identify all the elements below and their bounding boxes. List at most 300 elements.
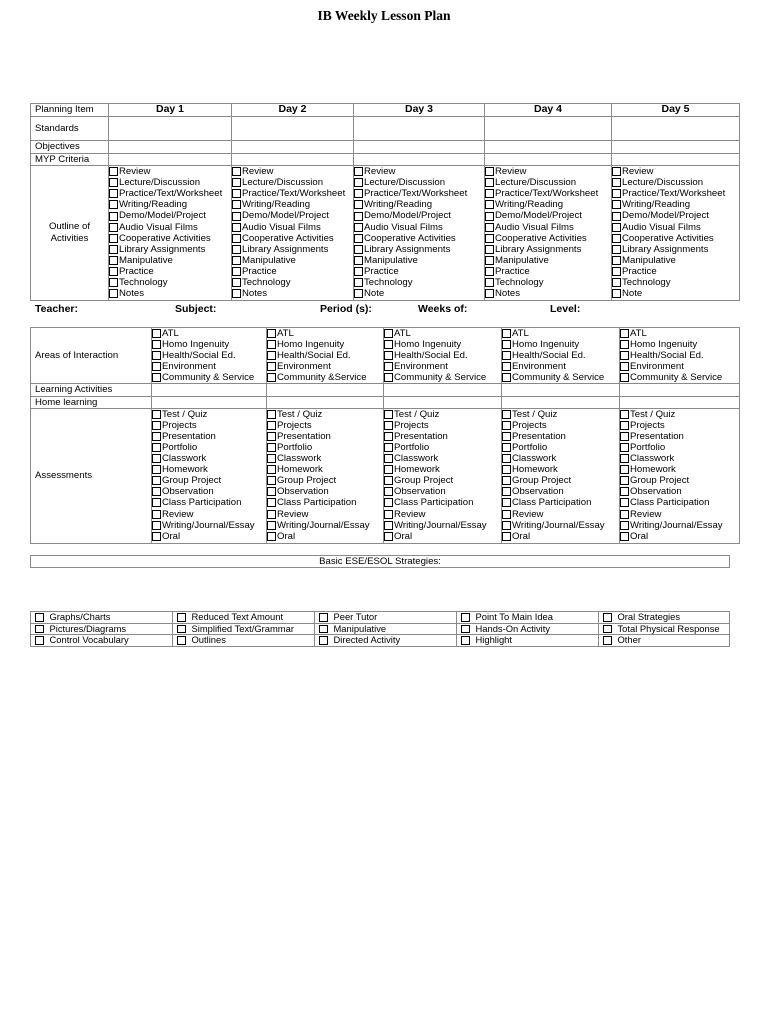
checkbox-option-manipulative[interactable] — [485, 255, 611, 266]
checkbox[interactable] — [620, 443, 629, 452]
checkbox-option-homo-ingenuity[interactable] — [152, 339, 266, 350]
objectives-cell[interactable] — [612, 141, 740, 154]
checkbox-option-classwork[interactable] — [620, 453, 739, 464]
checkbox[interactable] — [354, 178, 363, 187]
checkbox-option-library-assignments[interactable] — [612, 244, 739, 255]
checkbox-option-group-project[interactable] — [152, 475, 266, 486]
checkbox[interactable] — [384, 373, 393, 382]
checkbox-option-manipulative[interactable] — [354, 255, 484, 266]
checkbox-option-environment[interactable] — [384, 361, 501, 372]
checkbox[interactable] — [354, 189, 363, 198]
checkbox[interactable] — [109, 200, 118, 209]
checkbox[interactable] — [620, 465, 629, 474]
strategy-option-manipulative[interactable] — [315, 623, 457, 635]
checkbox-option-review[interactable] — [232, 166, 353, 177]
checkbox[interactable] — [612, 267, 621, 276]
checkbox-option-review[interactable] — [152, 509, 266, 520]
checkbox[interactable] — [319, 613, 328, 622]
checkbox-option-notes[interactable] — [232, 288, 353, 299]
checkbox-option-oral[interactable] — [502, 531, 619, 542]
checkbox[interactable] — [267, 532, 276, 541]
checkbox-option-classwork[interactable] — [152, 453, 266, 464]
home-learning-cell[interactable] — [384, 396, 502, 408]
checkbox[interactable] — [620, 521, 629, 530]
checkbox[interactable] — [354, 167, 363, 176]
checkbox-option-audio-visual-films[interactable] — [485, 222, 611, 233]
strategy-option-directed-activity[interactable] — [315, 635, 457, 647]
checkbox[interactable] — [384, 432, 393, 441]
checkbox-option-test-quiz[interactable] — [502, 409, 619, 420]
checkbox-option-observation[interactable] — [267, 486, 383, 497]
strategy-option-peer-tutor[interactable] — [315, 612, 457, 624]
checkbox[interactable] — [620, 532, 629, 541]
checkbox[interactable] — [384, 476, 393, 485]
checkbox-option-portfolio[interactable] — [502, 442, 619, 453]
checkbox[interactable] — [502, 351, 511, 360]
checkbox[interactable] — [612, 212, 621, 221]
checkbox[interactable] — [177, 613, 186, 622]
checkbox[interactable] — [267, 443, 276, 452]
checkbox-option-cooperative-activities[interactable] — [109, 233, 231, 244]
checkbox[interactable] — [109, 256, 118, 265]
checkbox-option-observation[interactable] — [502, 486, 619, 497]
checkbox-option-homework[interactable] — [502, 464, 619, 475]
checkbox[interactable] — [384, 362, 393, 371]
checkbox[interactable] — [267, 487, 276, 496]
checkbox-option-projects[interactable] — [620, 420, 739, 431]
checkbox[interactable] — [267, 432, 276, 441]
checkbox[interactable] — [354, 245, 363, 254]
checkbox[interactable] — [620, 487, 629, 496]
checkbox[interactable] — [319, 625, 328, 634]
checkbox-option-notes[interactable] — [485, 288, 611, 299]
checkbox-option-portfolio[interactable] — [152, 442, 266, 453]
checkbox[interactable] — [152, 521, 161, 530]
checkbox-option-homework[interactable] — [267, 464, 383, 475]
standards-cell[interactable] — [109, 117, 232, 141]
checkbox[interactable] — [384, 521, 393, 530]
checkbox-option-test-quiz[interactable] — [620, 409, 739, 420]
checkbox[interactable] — [612, 200, 621, 209]
checkbox[interactable] — [485, 212, 494, 221]
checkbox[interactable] — [267, 465, 276, 474]
checkbox[interactable] — [267, 410, 276, 419]
myp-criteria-cell[interactable] — [485, 154, 612, 166]
checkbox-option-observation[interactable] — [620, 486, 739, 497]
strategy-option-hands-on-activity[interactable] — [457, 623, 599, 635]
checkbox[interactable] — [502, 465, 511, 474]
checkbox-option-demo-model-project[interactable] — [109, 210, 231, 221]
objectives-cell[interactable] — [354, 141, 485, 154]
learning-activities-cell[interactable] — [152, 384, 267, 396]
checkbox[interactable] — [109, 267, 118, 276]
checkbox[interactable] — [232, 267, 241, 276]
checkbox[interactable] — [152, 465, 161, 474]
checkbox-option-homo-ingenuity[interactable] — [620, 339, 739, 350]
checkbox[interactable] — [152, 510, 161, 519]
checkbox[interactable] — [152, 476, 161, 485]
checkbox-option-homework[interactable] — [384, 464, 501, 475]
checkbox[interactable] — [232, 178, 241, 187]
checkbox-option-lecture-discussion[interactable] — [232, 177, 353, 188]
checkbox-option-oral[interactable] — [620, 531, 739, 542]
checkbox[interactable] — [109, 245, 118, 254]
checkbox[interactable] — [620, 421, 629, 430]
checkbox-option-lecture-discussion[interactable] — [485, 177, 611, 188]
checkbox[interactable] — [612, 189, 621, 198]
strategy-option-simplified-text-grammar[interactable] — [173, 623, 315, 635]
checkbox-option-class-participation[interactable] — [502, 497, 619, 508]
checkbox-option-cooperative-activities[interactable] — [612, 233, 739, 244]
checkbox-option-demo-model-project[interactable] — [485, 210, 611, 221]
checkbox[interactable] — [267, 340, 276, 349]
checkbox-option-health-social-ed[interactable] — [152, 350, 266, 361]
checkbox[interactable] — [620, 329, 629, 338]
checkbox-option-atl[interactable] — [384, 328, 501, 339]
checkbox[interactable] — [384, 329, 393, 338]
standards-cell[interactable] — [612, 117, 740, 141]
checkbox-option-classwork[interactable] — [502, 453, 619, 464]
checkbox-option-community-service[interactable] — [502, 372, 619, 383]
checkbox-option-library-assignments[interactable] — [109, 244, 231, 255]
checkbox-option-community-service[interactable] — [620, 372, 739, 383]
checkbox[interactable] — [354, 256, 363, 265]
checkbox-option-technology[interactable] — [354, 277, 484, 288]
checkbox[interactable] — [152, 454, 161, 463]
checkbox[interactable] — [35, 636, 44, 645]
checkbox[interactable] — [485, 267, 494, 276]
checkbox[interactable] — [612, 178, 621, 187]
checkbox[interactable] — [109, 223, 118, 232]
checkbox-option-review[interactable] — [384, 509, 501, 520]
checkbox[interactable] — [612, 167, 621, 176]
checkbox-option-presentation[interactable] — [620, 431, 739, 442]
checkbox-option-atl[interactable] — [152, 328, 266, 339]
checkbox[interactable] — [35, 625, 44, 634]
checkbox-option-cooperative-activities[interactable] — [354, 233, 484, 244]
checkbox[interactable] — [384, 498, 393, 507]
checkbox[interactable] — [485, 256, 494, 265]
checkbox-option-demo-model-project[interactable] — [354, 210, 484, 221]
checkbox[interactable] — [232, 245, 241, 254]
checkbox[interactable] — [620, 498, 629, 507]
checkbox[interactable] — [152, 487, 161, 496]
checkbox[interactable] — [267, 510, 276, 519]
checkbox[interactable] — [232, 200, 241, 209]
checkbox-option-atl[interactable] — [620, 328, 739, 339]
checkbox-option-lecture-discussion[interactable] — [612, 177, 739, 188]
checkbox[interactable] — [384, 443, 393, 452]
checkbox[interactable] — [502, 487, 511, 496]
checkbox-option-review[interactable] — [485, 166, 611, 177]
strategy-option-outlines[interactable] — [173, 635, 315, 647]
checkbox-option-writing-journal-essay[interactable] — [152, 520, 266, 531]
myp-criteria-cell[interactable] — [109, 154, 232, 166]
myp-criteria-cell[interactable] — [612, 154, 740, 166]
checkbox-option-community-service[interactable] — [267, 372, 383, 383]
checkbox[interactable] — [354, 278, 363, 287]
checkbox-option-technology[interactable] — [612, 277, 739, 288]
standards-cell[interactable] — [232, 117, 354, 141]
checkbox-option-practice[interactable] — [232, 266, 353, 277]
checkbox-option-review[interactable] — [502, 509, 619, 520]
checkbox[interactable] — [502, 421, 511, 430]
checkbox-option-group-project[interactable] — [620, 475, 739, 486]
checkbox-option-environment[interactable] — [152, 361, 266, 372]
checkbox[interactable] — [267, 362, 276, 371]
checkbox-option-cooperative-activities[interactable] — [232, 233, 353, 244]
checkbox[interactable] — [267, 351, 276, 360]
checkbox[interactable] — [152, 532, 161, 541]
checkbox[interactable] — [502, 454, 511, 463]
checkbox[interactable] — [354, 212, 363, 221]
checkbox[interactable] — [502, 443, 511, 452]
checkbox-option-health-social-ed[interactable] — [620, 350, 739, 361]
home-learning-cell[interactable] — [620, 396, 740, 408]
checkbox[interactable] — [109, 289, 118, 298]
checkbox[interactable] — [177, 625, 186, 634]
checkbox-option-demo-model-project[interactable] — [232, 210, 353, 221]
checkbox-option-homo-ingenuity[interactable] — [267, 339, 383, 350]
checkbox-option-oral[interactable] — [267, 531, 383, 542]
checkbox[interactable] — [485, 167, 494, 176]
checkbox-option-presentation[interactable] — [384, 431, 501, 442]
checkbox-option-writing-reading[interactable] — [612, 199, 739, 210]
checkbox-option-practice[interactable] — [109, 266, 231, 277]
checkbox[interactable] — [502, 476, 511, 485]
checkbox[interactable] — [384, 465, 393, 474]
checkbox[interactable] — [485, 289, 494, 298]
checkbox-option-classwork[interactable] — [267, 453, 383, 464]
checkbox[interactable] — [620, 362, 629, 371]
checkbox[interactable] — [384, 454, 393, 463]
checkbox[interactable] — [384, 351, 393, 360]
strategy-option-highlight[interactable] — [457, 635, 599, 647]
checkbox-option-classwork[interactable] — [384, 453, 501, 464]
checkbox[interactable] — [461, 625, 470, 634]
checkbox[interactable] — [620, 510, 629, 519]
checkbox-option-health-social-ed[interactable] — [267, 350, 383, 361]
checkbox-option-writing-journal-essay[interactable] — [267, 520, 383, 531]
checkbox-option-projects[interactable] — [267, 420, 383, 431]
checkbox[interactable] — [620, 454, 629, 463]
checkbox[interactable] — [502, 532, 511, 541]
checkbox-option-manipulative[interactable] — [612, 255, 739, 266]
checkbox-option-note[interactable] — [354, 288, 484, 299]
checkbox-option-environment[interactable] — [502, 361, 619, 372]
checkbox-option-practice-text-worksheet[interactable] — [485, 188, 611, 199]
checkbox-option-lecture-discussion[interactable] — [109, 177, 231, 188]
checkbox[interactable] — [109, 278, 118, 287]
checkbox-option-practice[interactable] — [612, 266, 739, 277]
checkbox[interactable] — [177, 636, 186, 645]
checkbox-option-library-assignments[interactable] — [485, 244, 611, 255]
checkbox[interactable] — [485, 189, 494, 198]
checkbox-option-portfolio[interactable] — [384, 442, 501, 453]
checkbox-option-group-project[interactable] — [384, 475, 501, 486]
checkbox[interactable] — [232, 212, 241, 221]
checkbox-option-class-participation[interactable] — [152, 497, 266, 508]
checkbox[interactable] — [502, 340, 511, 349]
checkbox[interactable] — [384, 510, 393, 519]
strategy-option-point-to-main-idea[interactable] — [457, 612, 599, 624]
checkbox[interactable] — [620, 373, 629, 382]
checkbox-option-class-participation[interactable] — [620, 497, 739, 508]
strategy-option-other[interactable] — [599, 635, 730, 647]
checkbox-option-homework[interactable] — [620, 464, 739, 475]
home-learning-cell[interactable] — [267, 396, 384, 408]
checkbox-option-writing-journal-essay[interactable] — [620, 520, 739, 531]
checkbox-option-class-participation[interactable] — [384, 497, 501, 508]
checkbox-option-writing-journal-essay[interactable] — [502, 520, 619, 531]
checkbox[interactable] — [109, 212, 118, 221]
checkbox[interactable] — [384, 487, 393, 496]
checkbox-option-homo-ingenuity[interactable] — [502, 339, 619, 350]
checkbox-option-review[interactable] — [354, 166, 484, 177]
checkbox[interactable] — [485, 278, 494, 287]
checkbox-option-audio-visual-films[interactable] — [612, 222, 739, 233]
checkbox-option-health-social-ed[interactable] — [502, 350, 619, 361]
checkbox-option-library-assignments[interactable] — [232, 244, 353, 255]
objectives-cell[interactable] — [485, 141, 612, 154]
learning-activities-cell[interactable] — [620, 384, 740, 396]
checkbox[interactable] — [384, 532, 393, 541]
checkbox[interactable] — [152, 432, 161, 441]
checkbox[interactable] — [152, 443, 161, 452]
checkbox[interactable] — [267, 476, 276, 485]
checkbox-option-presentation[interactable] — [152, 431, 266, 442]
checkbox[interactable] — [109, 167, 118, 176]
checkbox[interactable] — [232, 167, 241, 176]
checkbox[interactable] — [267, 498, 276, 507]
checkbox[interactable] — [502, 362, 511, 371]
strategy-option-control-vocabulary[interactable] — [31, 635, 173, 647]
checkbox-option-writing-reading[interactable] — [109, 199, 231, 210]
checkbox-option-test-quiz[interactable] — [384, 409, 501, 420]
checkbox-option-projects[interactable] — [502, 420, 619, 431]
checkbox-option-oral[interactable] — [152, 531, 266, 542]
checkbox-option-test-quiz[interactable] — [152, 409, 266, 420]
standards-cell[interactable] — [485, 117, 612, 141]
checkbox-option-atl[interactable] — [267, 328, 383, 339]
checkbox[interactable] — [612, 245, 621, 254]
checkbox-option-practice-text-worksheet[interactable] — [232, 188, 353, 199]
strategy-option-reduced-text-amount[interactable] — [173, 612, 315, 624]
checkbox-option-library-assignments[interactable] — [354, 244, 484, 255]
checkbox[interactable] — [152, 498, 161, 507]
checkbox-option-notes[interactable] — [109, 288, 231, 299]
strategy-option-graphs-charts[interactable] — [31, 612, 173, 624]
checkbox[interactable] — [354, 234, 363, 243]
objectives-cell[interactable] — [232, 141, 354, 154]
checkbox[interactable] — [152, 421, 161, 430]
checkbox-option-lecture-discussion[interactable] — [354, 177, 484, 188]
checkbox[interactable] — [461, 613, 470, 622]
checkbox-option-writing-journal-essay[interactable] — [384, 520, 501, 531]
checkbox[interactable] — [109, 178, 118, 187]
checkbox-option-cooperative-activities[interactable] — [485, 233, 611, 244]
checkbox-option-test-quiz[interactable] — [267, 409, 383, 420]
strategy-option-oral-strategies[interactable] — [599, 612, 730, 624]
checkbox[interactable] — [612, 289, 621, 298]
checkbox[interactable] — [485, 178, 494, 187]
checkbox-option-demo-model-project[interactable] — [612, 210, 739, 221]
checkbox-option-homo-ingenuity[interactable] — [384, 339, 501, 350]
myp-criteria-cell[interactable] — [354, 154, 485, 166]
checkbox[interactable] — [319, 636, 328, 645]
checkbox[interactable] — [620, 340, 629, 349]
checkbox[interactable] — [485, 223, 494, 232]
strategy-option-pictures-diagrams[interactable] — [31, 623, 173, 635]
checkbox[interactable] — [485, 200, 494, 209]
checkbox-option-practice-text-worksheet[interactable] — [354, 188, 484, 199]
checkbox-option-presentation[interactable] — [267, 431, 383, 442]
checkbox[interactable] — [620, 351, 629, 360]
checkbox-option-audio-visual-films[interactable] — [232, 222, 353, 233]
checkbox-option-environment[interactable] — [620, 361, 739, 372]
checkbox-option-practice-text-worksheet[interactable] — [612, 188, 739, 199]
checkbox[interactable] — [502, 498, 511, 507]
checkbox[interactable] — [603, 636, 612, 645]
checkbox-option-observation[interactable] — [384, 486, 501, 497]
checkbox[interactable] — [485, 245, 494, 254]
checkbox-option-projects[interactable] — [384, 420, 501, 431]
checkbox-option-technology[interactable] — [485, 277, 611, 288]
checkbox-option-review[interactable] — [620, 509, 739, 520]
checkbox[interactable] — [109, 189, 118, 198]
checkbox[interactable] — [612, 223, 621, 232]
checkbox-option-review[interactable] — [267, 509, 383, 520]
checkbox-option-presentation[interactable] — [502, 431, 619, 442]
checkbox-option-technology[interactable] — [232, 277, 353, 288]
checkbox[interactable] — [232, 223, 241, 232]
checkbox[interactable] — [502, 373, 511, 382]
home-learning-cell[interactable] — [152, 396, 267, 408]
learning-activities-cell[interactable] — [502, 384, 620, 396]
checkbox-option-portfolio[interactable] — [267, 442, 383, 453]
checkbox[interactable] — [152, 340, 161, 349]
checkbox-option-group-project[interactable] — [502, 475, 619, 486]
checkbox-option-observation[interactable] — [152, 486, 266, 497]
learning-activities-cell[interactable] — [384, 384, 502, 396]
checkbox-option-audio-visual-films[interactable] — [109, 222, 231, 233]
checkbox[interactable] — [502, 521, 511, 530]
checkbox[interactable] — [267, 454, 276, 463]
checkbox[interactable] — [620, 476, 629, 485]
checkbox-option-writing-reading[interactable] — [232, 199, 353, 210]
checkbox[interactable] — [620, 432, 629, 441]
checkbox-option-homework[interactable] — [152, 464, 266, 475]
checkbox[interactable] — [152, 351, 161, 360]
checkbox[interactable] — [232, 256, 241, 265]
checkbox-option-technology[interactable] — [109, 277, 231, 288]
checkbox[interactable] — [152, 329, 161, 338]
checkbox-option-practice[interactable] — [485, 266, 611, 277]
checkbox[interactable] — [267, 521, 276, 530]
checkbox-option-oral[interactable] — [384, 531, 501, 542]
checkbox[interactable] — [354, 200, 363, 209]
checkbox[interactable] — [109, 234, 118, 243]
checkbox-option-health-social-ed[interactable] — [384, 350, 501, 361]
myp-criteria-cell[interactable] — [232, 154, 354, 166]
checkbox-option-writing-reading[interactable] — [354, 199, 484, 210]
checkbox[interactable] — [232, 189, 241, 198]
checkbox-option-practice[interactable] — [354, 266, 484, 277]
checkbox[interactable] — [267, 421, 276, 430]
checkbox-option-review[interactable] — [109, 166, 231, 177]
checkbox[interactable] — [461, 636, 470, 645]
checkbox[interactable] — [354, 267, 363, 276]
